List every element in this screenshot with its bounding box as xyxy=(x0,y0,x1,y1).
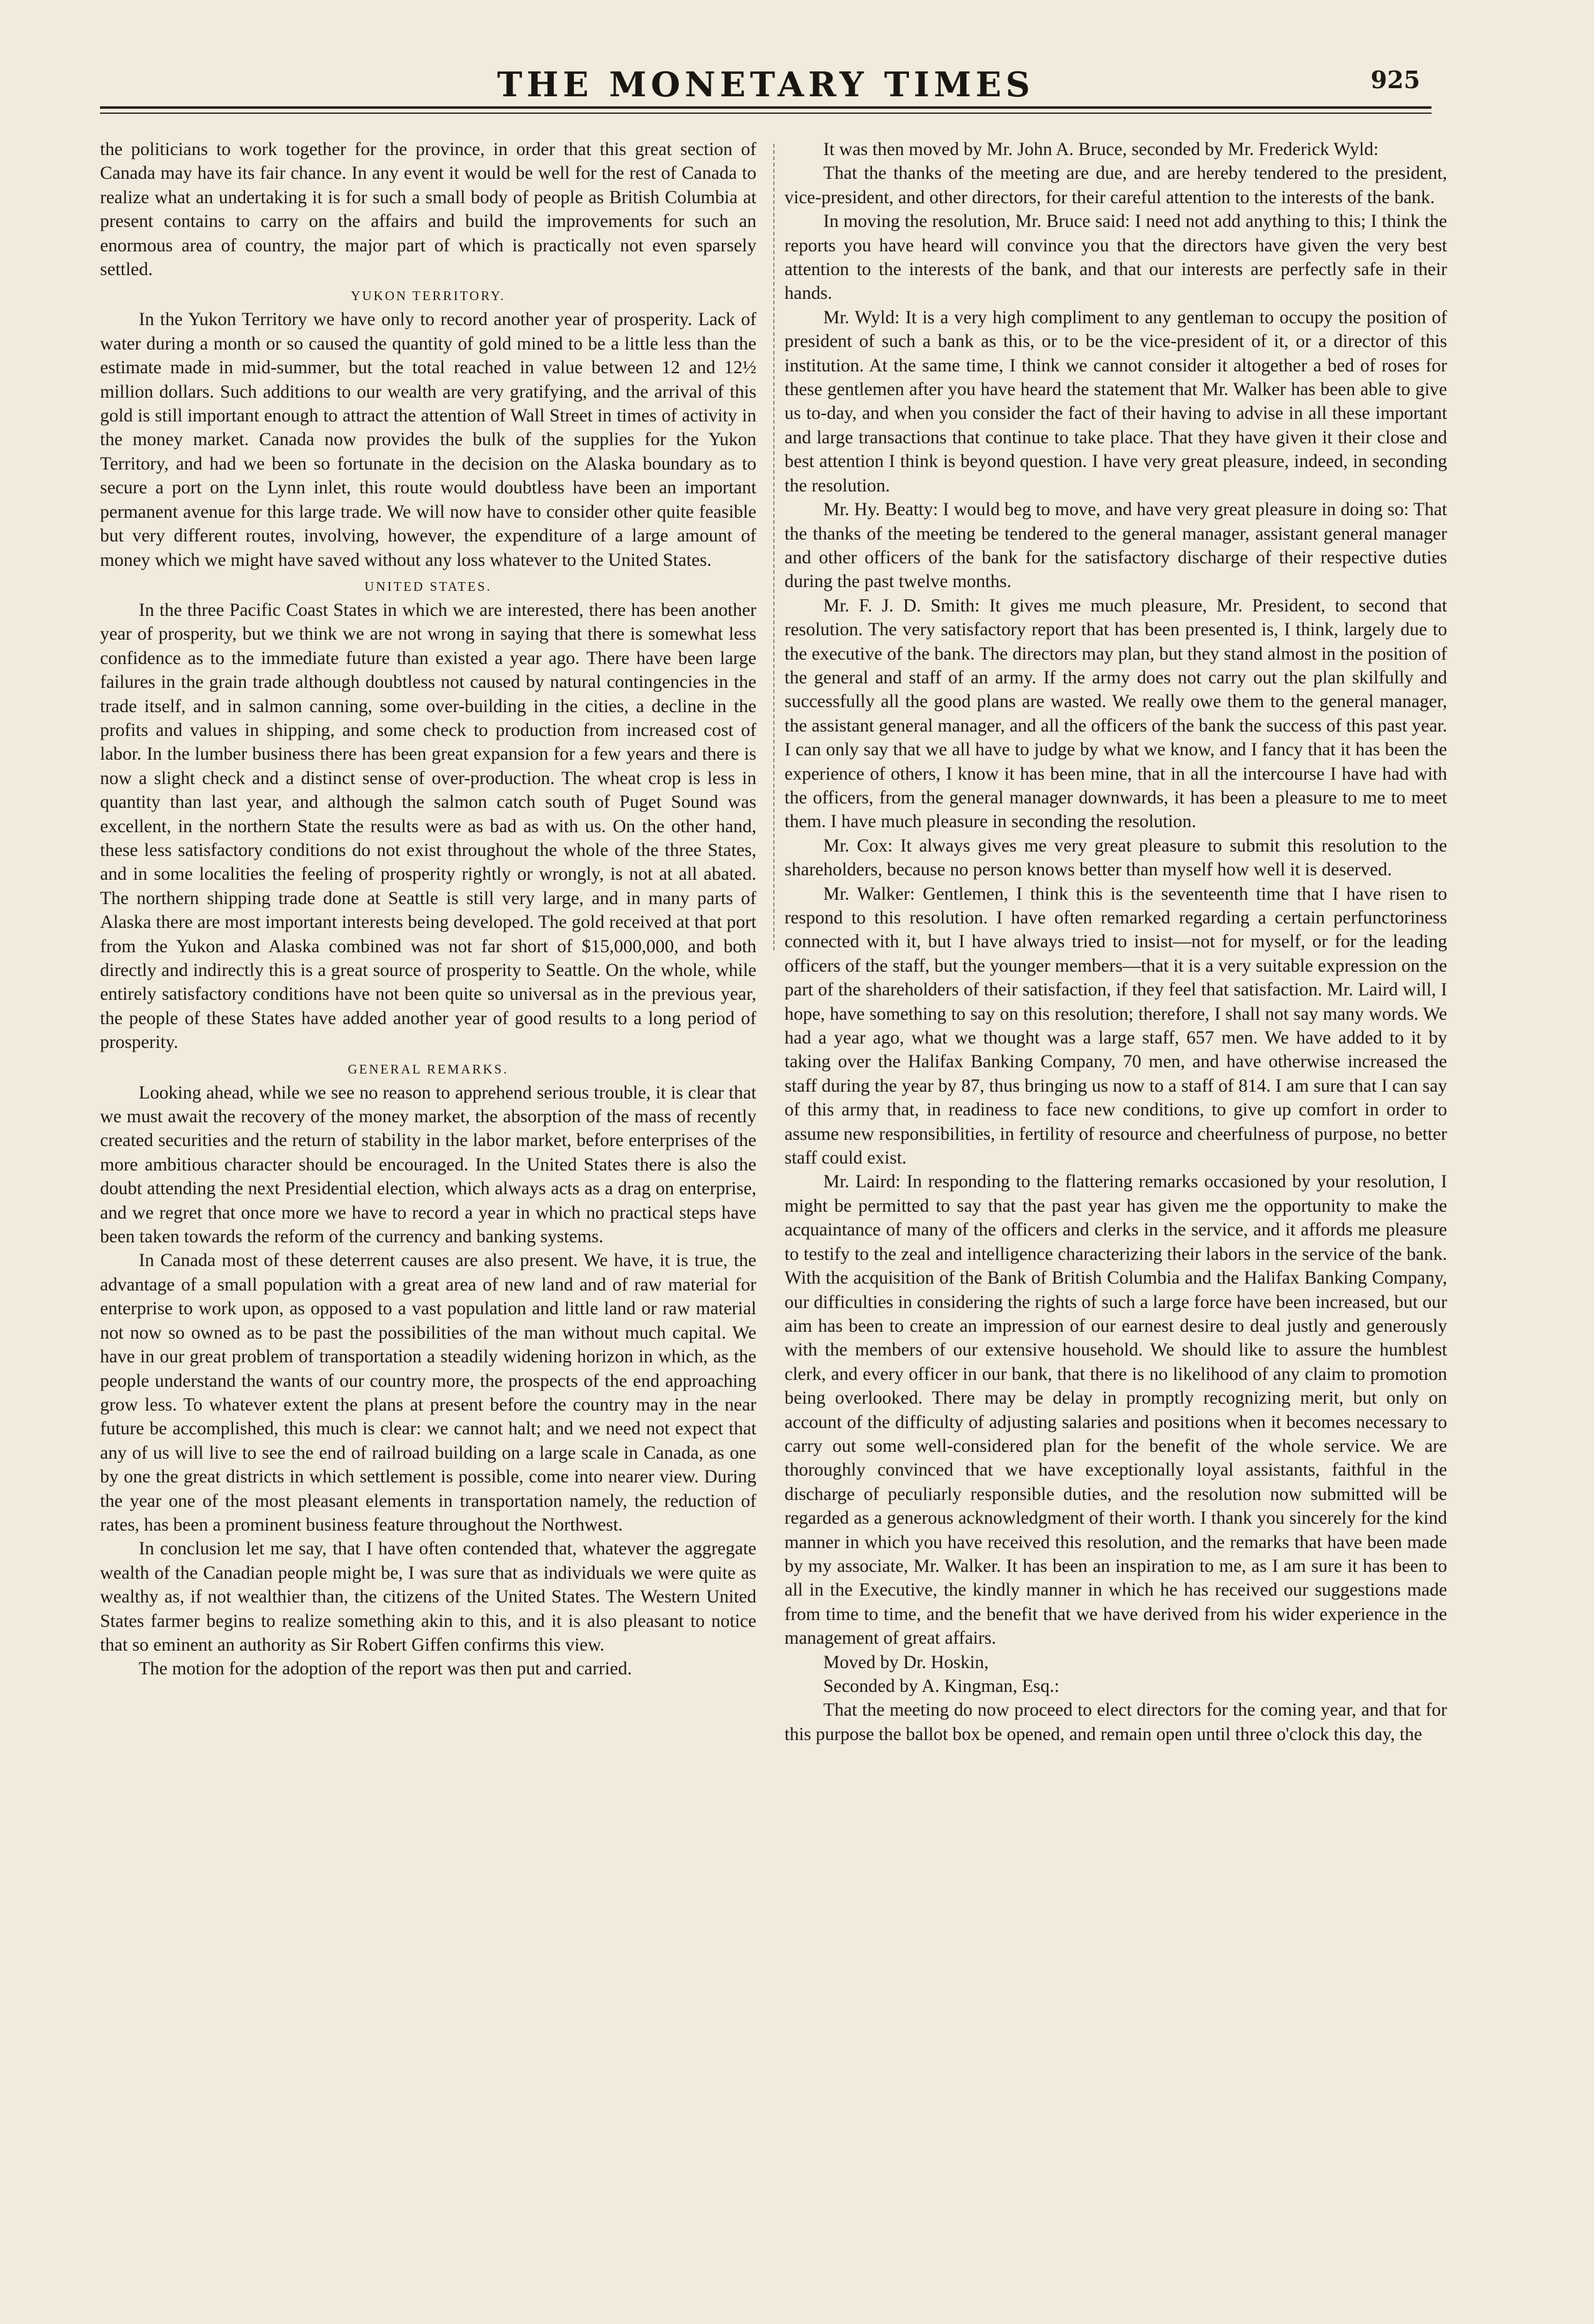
paragraph: Mr. Cox: It always gives me very great pleasure to submit this resolution to the shareholders, because no person knows better than myself how well it is deserved. xyxy=(784,835,1447,880)
paragraph: That the meeting do now proceed to elect directors for the coming year, and that for this purpose the ballot box be opened, and remain open until three o'clock this day, the xyxy=(784,1700,1447,1744)
header-rule xyxy=(100,106,1431,109)
paragraph: In Canada most of these deterrent causes are also present. We have, it is true, the advantage of a small population with a great area of new land and of raw material for enterprise to work upon, as opposed to a vast population and little land or raw material not now so owned as to be past the possibilities of the man without much capital. We have in our great problem of transportation a steadily widening horizon in which, as the people understand the wants of our country more, the prospects of the end approaching grow less. To whatever extent the plans at present before the country may in the near future be accomplished, this much is clear: we cannot halt; and we need not expect that any of us will live to see the end of railroad building on a large scale in Canada, as one by one the great districts in which settlement is possible, come into nearer view. During the year one of the most pleasant elements in transportation namely, the reduction of rates, has been a prominent business feature throughout the Northwest. xyxy=(100,1250,756,1535)
paragraph: The motion for the adoption of the report was then put and carried. xyxy=(139,1659,632,1679)
paragraph: Mr. F. J. D. Smith: It gives me much pleasure, Mr. President, to second that resolution. The very satisfactory report that has been presented is, I think, largely due to the executive of the bank. The directors may plan, but they stand almost in the position of the general and staff of an army. If the army does not carry out the plan skilfully and successfully all the good plans are wasted. We really owe them to the general manager, the assistant general manager, and all the officers of the bank the success of this past year. I can only say that we all have to judge by what we know, and I fancy that it has been the experience of others, I know it has been mine, that in all the intercourse I have had with the officers, from the general manager downwards, it has been a pleasure to me to meet them. I have much pleasure in seconding the resolution. xyxy=(784,595,1447,832)
section-heading-yukon: YUKON TERRITORY. xyxy=(351,288,506,304)
paragraph: In conclusion let me say, that I have often contended that, whatever the aggregate wealth of the Canadian people might be, I was sure that as individuals we were quite as wealthy as, if not wealthier than, the citizens of the United States. The Western United States farmer begins to realize something akin to this, and it is also pleasant to notice that so eminent an authority as Sir Robert Giffen confirms this view. xyxy=(100,1539,756,1655)
section-heading-general-remarks: GENERAL REMARKS. xyxy=(348,1061,509,1077)
paragraph: Seconded by A. Kingman, Esq.: xyxy=(823,1676,1060,1696)
right-column xyxy=(784,138,1447,2263)
paragraph: Looking ahead, while we see no reason to apprehend serious trouble, it is clear that we must await the recovery of the money market, the absorption of the mass of recently created securities and the return of stability in the labor market, before enterprises of the more ambitious character should be encouraged. In the United States there is also the doubt attending the next Presidential election, which always acts as a drag on enterprise, and we regret that once more we have to record a year in which no practical steps have been taken towards the reform of the currency and banking systems. xyxy=(100,1082,756,1247)
paragraph: Mr. Laird: In responding to the flattering remarks occasioned by your resolution, I might be permitted to say that the past year has given me the opportunity to make the acquaintance of many of the officers and clerks in the service, and it affords me pleasure to testify to the zeal and intelligence characterizing their labors in the service of the bank. With the acquisition of the Bank of British Columbia and the Halifax Banking Company, our difficulties in considering the rights of such a large force have been increased, but our aim has been to create an impression of our earnest desire to deal justly and generously with the members of our extensive household. We should like to assure the humblest clerk, and every officer in our bank, that there is no likelihood of any claim to promotion being overlooked. There may be delay in promptly recognizing merit, but only on account of the difficulty of adjusting salaries and positions when it becomes necessary to carry out some well-considered plan for the benefit of the whole service. We are thoroughly convinced that we have exceptionally loyal assistants, faithful in the discharge of peculiarly responsible duties, and the resolution now submitted will be regarded as a generous acknowledgment of their worth. I thank you sincerely for the kind manner in which you have received this resolution, and the remarks that have been made by my associate, Mr. Walker. It has been an inspiration to me, as I am sure it has been to all in the Executive, the kindly manner in which he has received our suggestions made from time to time, and the benefit that we have derived from his wider experience in the management of great affairs. xyxy=(784,1172,1447,1649)
paragraph: Moved by Dr. Hoskin, xyxy=(823,1652,989,1673)
paragraph: In the Yukon Territory we have only to record another year of prosperity. Lack of water during a month or so caused the quantity of gold mined to be a little less than the estimate made in mid-summer, but the total reached in value between 12 and 12½ million dollars. Such additions to our wealth are very gratifying, and the arrival of this gold is still important enough to attract the attention of Wall Street in times of activity in the money market. Canada now provides the bulk of the supplies for the Yukon Territory, and had we been so fortunate in the decision on the Alaska boundary as to secure a port on the Lynn inlet, this route would doubtless have been an important permanent avenue for this large trade. We will now have to consider other quite feasible but very different routes, involving, however, the expenditure of a large amount of money which we might have saved without any loss whatever to the United States. xyxy=(100,309,756,570)
paragraph: In the three Pacific Coast States in which we are interested, there has been another year of prosperity, but we think we are not wrong in saying that there is somewhat less confidence as to the immediate future than existed a year ago. There have been large failures in the grain trade although doubtless not caused by natural contingencies in the trade itself, and in salmon canning, some over-building in the cities, a decline in the profits and values in shipping, and some check to production from increased cost of labor. In the lumber business there has been great expansion for a few years and there is now a slight check and a distinct sense of over-production. The wheat crop is less in quantity than last year, and although the salmon catch south of Puget Sound was excellent, in the northern State the results were as bad as with us. On the other hand, these less satisfactory conditions do not exist throughout the whole of the three States, and in some localities the feeling of prosperity rightly or wrongly, is not at all abated. The northern shipping trade done at Seattle is still very large, and in many parts of Alaska there are most important interests being developed. The gold received at that port from the Yukon and Alaska combined was not far short of $15,000,000, and both directly and indirectly this is a great source of prosperity to Seattle. On the whole, while entirely satisfactory conditions have not been quite so universal as in the previous year, the people of these States have added another year of good results to a long period of prosperity. xyxy=(100,600,756,1053)
publication-title: THE MONETARY TIMES xyxy=(497,64,1035,104)
header-rule-thin xyxy=(100,113,1431,114)
masthead xyxy=(100,59,1431,109)
paragraph: the politicians to work together for the province, in order that this great section of Canada may have its fair chance. In any event it would be well for the rest of Canada to realize what an undertaking it is for such a small body of people as British Columbia at present contains to carry on the affairs and build the improvements for such an enormous area of country, the major part of which is practically not even sparsely settled. xyxy=(100,139,756,280)
paragraph: Mr. Walker: Gentlemen, I think this is the seventeenth time that I have risen to respond to this resolution. I have often remarked regarding a certain perfunctoriness connected with it, but I have always tried to insist—not for myself, or for the leading officers of the staff, but the younger members—that it is a very suitable expression on the part of the shareholders of their satisfaction, if they feel that satisfaction. Mr. Laird will, I hope, have something to say on this resolution; therefore, I shall not say many words. We had a year ago, what we thought was a large staff, 657 men. We have added to it by taking over the Halifax Banking Company, 70 men, and have otherwise increased the staff during the year by 87, thus bringing us now to a staff of 814. I am sure that I can say of this army that, in readiness to face new conditions, to give up comfort in order to assume new responsibilities, in fertility of resource and cheerfulness of purpose, no better staff could exist. xyxy=(784,883,1447,1169)
left-column xyxy=(100,138,756,2263)
section-heading-united-states: UNITED STATES. xyxy=(364,578,492,594)
page-number: 925 xyxy=(1370,66,1420,94)
paragraph: In moving the resolution, Mr. Bruce said: I need not add anything to this; I think the reports you have heard will convince you that the directors have given the very best attention to the interests of the bank, and that our interests are perfectly safe in their hands. xyxy=(784,211,1447,304)
paragraph: That the thanks of the meeting are due, and are hereby tendered to the president, vice-president, and other directors, for their careful attention to the interests of the bank. xyxy=(784,163,1447,208)
column-divider xyxy=(773,144,776,950)
paragraph: Mr. Hy. Beatty: I would beg to move, and have very great pleasure in doing so: That the thanks of the meeting be tendered to the general manager, assistant general manager and other officers of the bank for the satisfactory discharge of their respective duties during the past twelve months. xyxy=(784,500,1447,592)
paragraph: Mr. Wyld: It is a very high compliment to any gentleman to occupy the position of president of such a bank as this, or to be the vice-president of it, or a director of this institution. At the same time, I think we cannot consider it altogether a bed of roses for these gentlemen after you have heard the statement that Mr. Walker has been able to give us to-day, and when you consider the fact of their having to advise in all these important and large transactions that continue to take place. That they have given it their close and best attention I think is beyond question. I have very great pleasure, indeed, in seconding the resolution. xyxy=(784,307,1447,496)
paragraph: It was then moved by Mr. John A. Bruce, seconded by Mr. Frederick Wyld: xyxy=(823,139,1379,159)
